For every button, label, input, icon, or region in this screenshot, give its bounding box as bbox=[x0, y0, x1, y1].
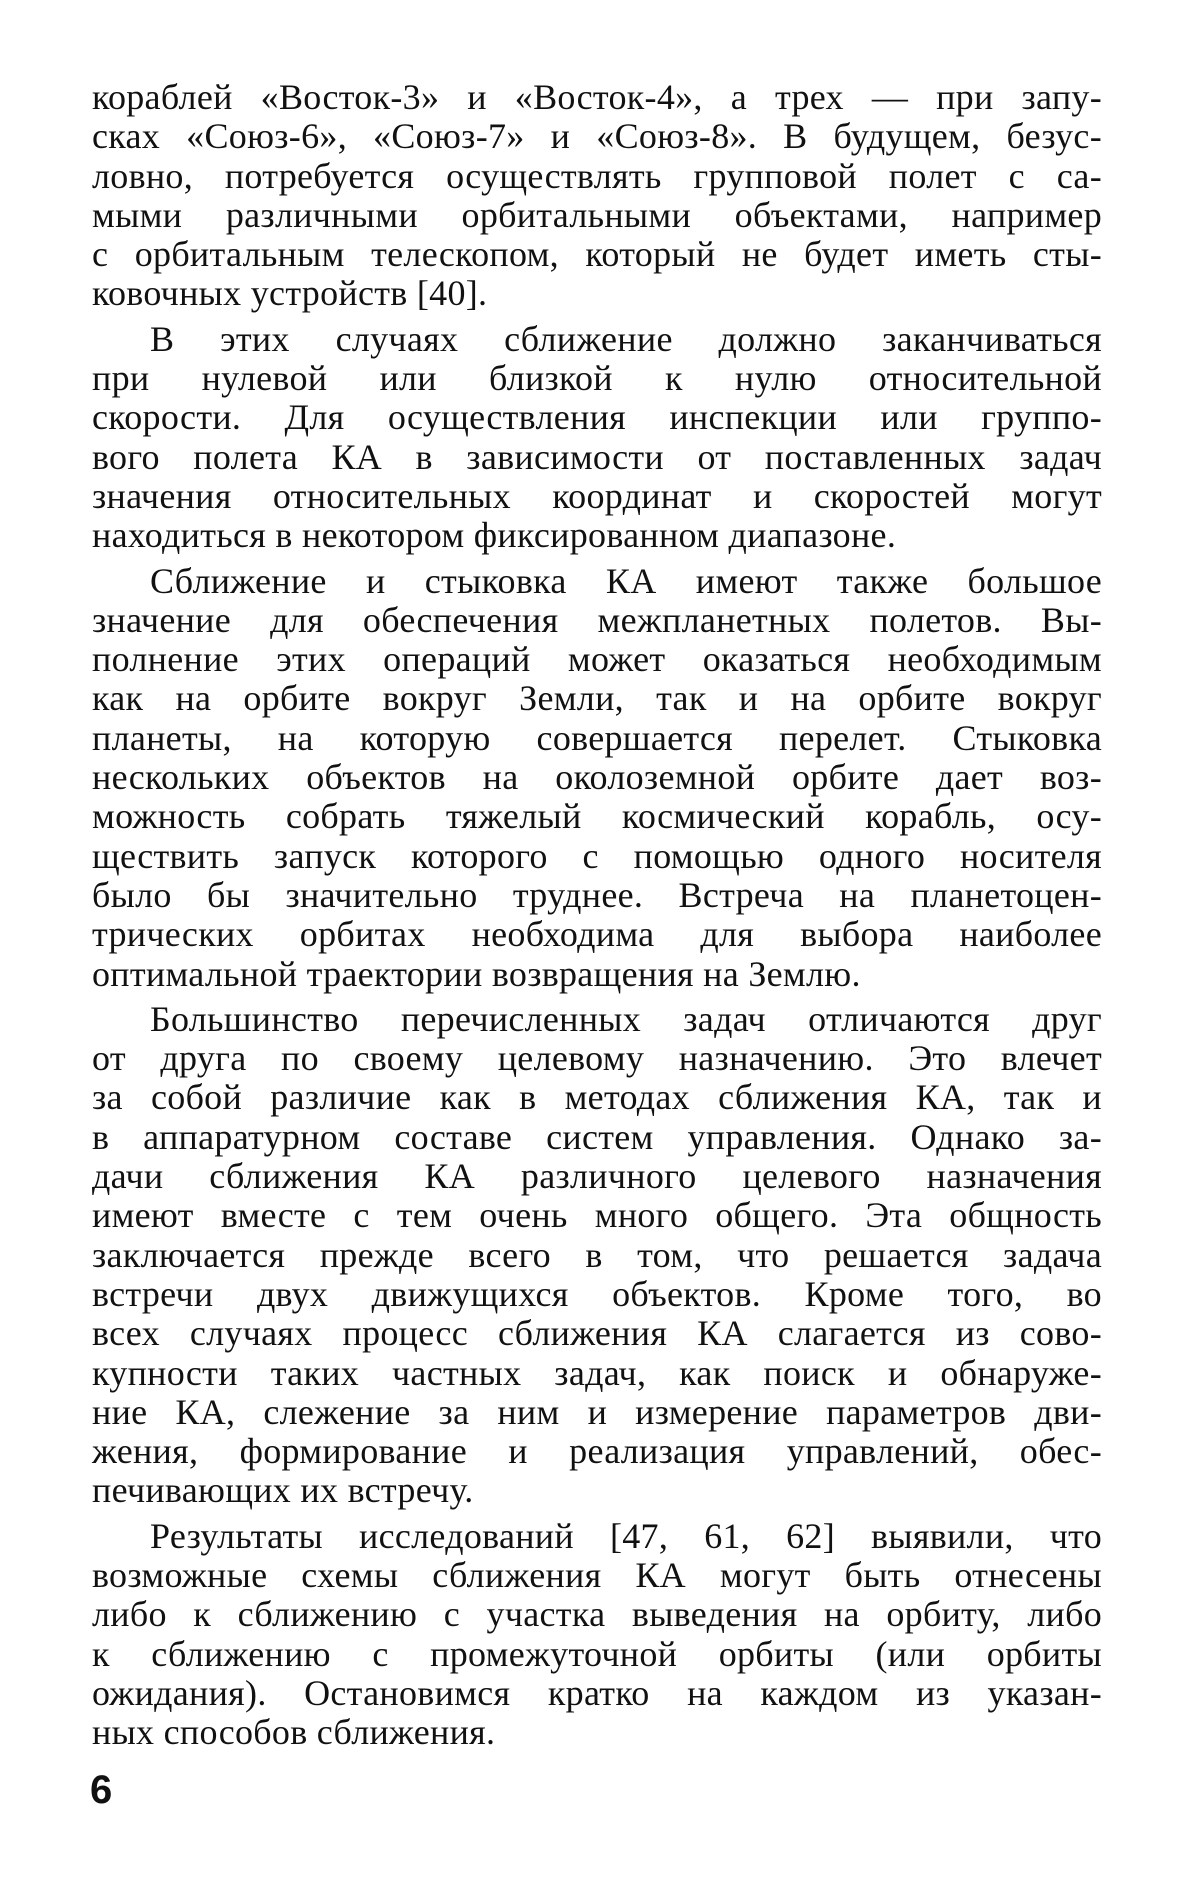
text-line: Результаты исследований [47, 61, 62] выявили, что bbox=[150, 1515, 1102, 1556]
text-line: оптимальной траектории возвращения на Землю. bbox=[92, 953, 861, 994]
text-line: нескольких объектов на околоземной орбите дает воз- bbox=[92, 757, 1102, 798]
text-line: В этих случаях сближение должно заканчиваться bbox=[150, 318, 1102, 359]
text-line: ожидания). Остановимся кратко на каждом из указан- bbox=[92, 1672, 1102, 1713]
text-line: вого полета КА в зависимости от поставленных задач bbox=[92, 436, 1102, 477]
text-line: ных способов сближения. bbox=[92, 1712, 496, 1753]
text-line: в аппаратурном составе систем управления. Однако за- bbox=[92, 1116, 1102, 1157]
text-line: за собой различие как в методах сближения КА, так и bbox=[92, 1077, 1102, 1118]
text-line: Большинство перечисленных задач отличаются друг bbox=[150, 998, 1102, 1039]
text-line: сках «Союз-6», «Союз-7» и «Союз-8». В будущем, безус- bbox=[92, 116, 1102, 157]
text-line: планеты, на которую совершается перелет. Стыковка bbox=[92, 717, 1102, 758]
text-line: от друга по своему целевому назначению. Это влечет bbox=[92, 1038, 1102, 1079]
text-line: мыми различными орбитальными объектами, например bbox=[92, 194, 1102, 235]
text-line: жения, формирование и реализация управлений, обес- bbox=[92, 1431, 1102, 1472]
text-line: к сближению с промежуточной орбиты (или орбиты bbox=[92, 1633, 1102, 1674]
text-line: как на орбите вокруг Земли, так и на орбите вокруг bbox=[92, 678, 1102, 719]
text-line: заключается прежде всего в том, что решается задача bbox=[92, 1234, 1102, 1275]
text-line: скорости. Для осуществления инспекции или группо- bbox=[92, 397, 1102, 438]
text-line: кораблей «Восток-3» и «Восток-4», а трех — при запу- bbox=[92, 77, 1102, 117]
text-line: печивающих их встречу. bbox=[92, 1470, 474, 1511]
paragraph bbox=[92, 1000, 1102, 1511]
text-line: полнение этих операций может оказаться необходимым bbox=[92, 639, 1102, 680]
text-line: возможные схемы сближения КА могут быть отнесены bbox=[92, 1554, 1102, 1595]
text-line: встречи двух движущихся объектов. Кроме того, во bbox=[92, 1273, 1102, 1314]
text-line: либо к сближению с участка выведения на орбиту, либо bbox=[92, 1594, 1102, 1635]
text-line: при нулевой или близкой к нулю относительной bbox=[92, 358, 1102, 399]
text-line: с орбитальным телескопом, который не будет иметь сты- bbox=[92, 234, 1102, 275]
page-number: 6 bbox=[90, 1768, 113, 1812]
text-line: купности таких частных задач, как поиск и обнаруже- bbox=[92, 1352, 1102, 1393]
text-line: дачи сближения КА различного целевого назначения bbox=[92, 1156, 1102, 1197]
paragraph bbox=[92, 320, 1102, 556]
text-line: всех случаях процесс сближения КА слагается из сово- bbox=[92, 1313, 1102, 1354]
text-line: ние КА, слежение за ним и измерение параметров дви- bbox=[92, 1391, 1102, 1432]
text-line: имеют вместе с тем очень много общего. Эта общность bbox=[92, 1195, 1102, 1236]
text-line: ществить запуск которого с помощью одного носителя bbox=[92, 835, 1102, 876]
text-line: Сближение и стыковка КА имеют также большое bbox=[150, 560, 1102, 601]
paragraph bbox=[92, 78, 1102, 314]
text-line: ковочных устройств [40]. bbox=[92, 273, 488, 314]
text-line: было бы значительно труднее. Встреча на планетоцен- bbox=[92, 874, 1102, 915]
text-line: значение для обеспечения межпланетных полетов. Вы- bbox=[92, 599, 1102, 640]
text-line: трических орбитах необходима для выбора наиболее bbox=[92, 914, 1102, 955]
paragraph bbox=[92, 1517, 1102, 1753]
body-text bbox=[92, 78, 1102, 1752]
text-line: значения относительных координат и скоростей могут bbox=[92, 475, 1102, 516]
paragraph bbox=[92, 562, 1102, 994]
text-line: можность собрать тяжелый космический корабль, осу- bbox=[92, 796, 1102, 837]
text-line: находиться в некотором фиксированном диапазоне. bbox=[92, 515, 897, 556]
text-line: ловно, потребуется осуществлять групповой полет с са- bbox=[92, 155, 1102, 196]
